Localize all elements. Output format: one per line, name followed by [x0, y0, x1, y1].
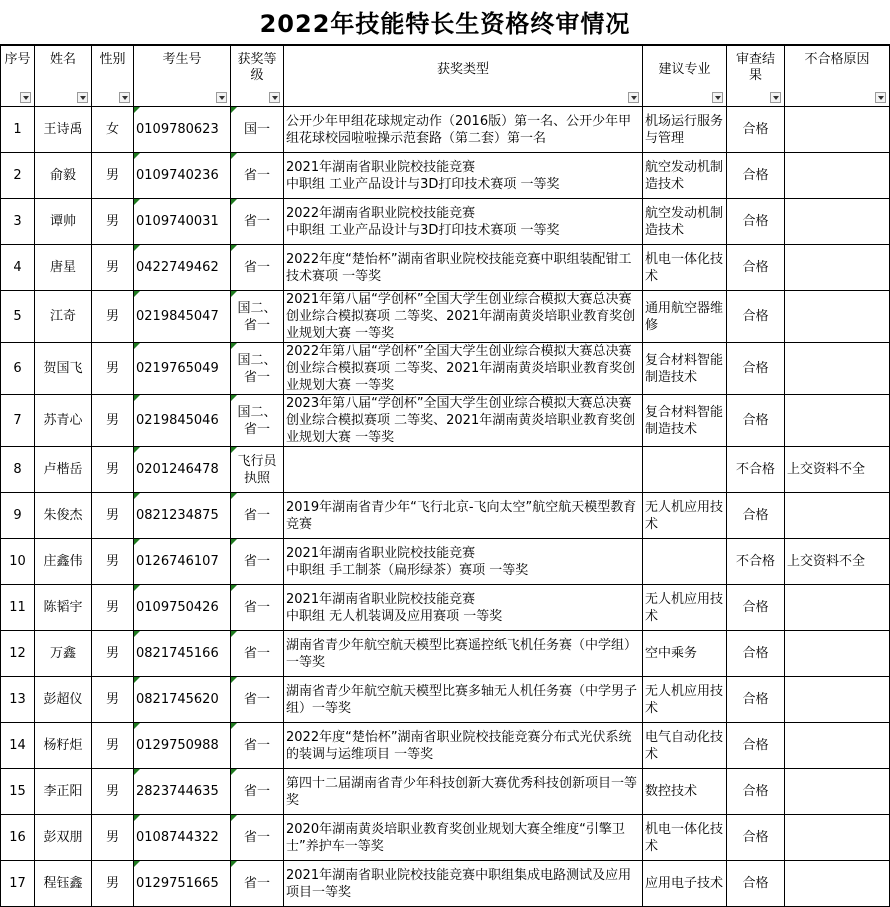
table-row[interactable]	[1, 493, 890, 539]
cell-student-id[interactable]: 0422749462	[134, 245, 231, 291]
cell-award-level[interactable]: 国二、省一	[231, 343, 284, 395]
cell-sex[interactable]: 男	[92, 153, 134, 199]
cell-major[interactable]: 复合材料智能制造技术	[643, 395, 727, 447]
cell-major[interactable]: 无人机应用技术	[643, 677, 727, 723]
cell-award-type[interactable]: 2022年度“楚怡杯”湖南省职业院校技能竞赛分布式光伏系统的装调与运维项目 一等奖	[284, 723, 643, 769]
cell-result[interactable]: 合格	[727, 153, 785, 199]
cell-award-level[interactable]: 省一	[231, 677, 284, 723]
cell-reason[interactable]	[785, 861, 890, 907]
cell-award-level[interactable]: 飞行员执照	[231, 447, 284, 493]
cell-result[interactable]: 合格	[727, 585, 785, 631]
cell-result[interactable]: 合格	[727, 677, 785, 723]
cell-award-type[interactable]: 2022年第八届“学创杯”全国大学生创业综合模拟大赛总决赛创业综合模拟赛项 二等奖、2021年湖南黄炎培职业教育奖创业规划大赛 一等奖	[284, 343, 643, 395]
table-row[interactable]	[1, 769, 890, 815]
cell-reason[interactable]	[785, 631, 890, 677]
cell-student-id[interactable]: 0219765049	[134, 343, 231, 395]
cell-student-id[interactable]: 0109740236	[134, 153, 231, 199]
cell-result[interactable]: 合格	[727, 343, 785, 395]
cell-sex[interactable]: 男	[92, 395, 134, 447]
cell-student-id[interactable]: 0109740031	[134, 199, 231, 245]
cell-name[interactable]: 江奇	[35, 291, 92, 343]
cell-name[interactable]: 陈韬宇	[35, 585, 92, 631]
table-row[interactable]	[1, 107, 890, 153]
cell-result[interactable]: 合格	[727, 107, 785, 153]
cell-award-type[interactable]: 2021年湖南省职业院校技能竞赛 中职组 手工制茶（扁形绿茶）赛项 一等奖	[284, 539, 643, 585]
cell-sex[interactable]: 男	[92, 343, 134, 395]
cell-no[interactable]: 4	[1, 245, 35, 291]
cell-award-type[interactable]: 第四十二届湖南省青少年科技创新大赛优秀科技创新项目一等奖	[284, 769, 643, 815]
cell-major[interactable]: 电气自动化技术	[643, 723, 727, 769]
cell-award-type[interactable]: 2020年湖南黄炎培职业教育奖创业规划大赛全维度“引擎卫士”养护车一等奖	[284, 815, 643, 861]
header-major: 建议专业	[643, 46, 727, 107]
cell-name[interactable]: 万鑫	[35, 631, 92, 677]
cell-reason[interactable]	[785, 677, 890, 723]
filter-dropdown-icon[interactable]	[875, 92, 886, 103]
cell-award-type[interactable]: 2019年湖南省青少年“飞行北京-飞向太空”航空航天模型教育竞赛	[284, 493, 643, 539]
cell-result[interactable]: 不合格	[727, 539, 785, 585]
table-row[interactable]	[1, 199, 890, 245]
cell-award-level[interactable]: 省一	[231, 199, 284, 245]
cell-student-id[interactable]: 0821745620	[134, 677, 231, 723]
cell-award-type[interactable]: 2021年湖南省职业院校技能竞赛中职组集成电路测试及应用项目一等奖	[284, 861, 643, 907]
cell-award-level[interactable]: 省一	[231, 245, 284, 291]
cell-award-level[interactable]: 省一	[231, 861, 284, 907]
cell-no[interactable]: 15	[1, 769, 35, 815]
cell-major[interactable]: 通用航空器维修	[643, 291, 727, 343]
cell-award-level[interactable]: 省一	[231, 631, 284, 677]
cell-major[interactable]: 应用电子技术	[643, 861, 727, 907]
cell-major[interactable]: 无人机应用技术	[643, 585, 727, 631]
table-row[interactable]	[1, 343, 890, 395]
cell-no[interactable]: 5	[1, 291, 35, 343]
cell-major[interactable]	[643, 539, 727, 585]
cell-reason[interactable]	[785, 493, 890, 539]
table-row[interactable]	[1, 631, 890, 677]
cell-student-id[interactable]: 0109780623	[134, 107, 231, 153]
table-row[interactable]	[1, 723, 890, 769]
cell-no[interactable]: 13	[1, 677, 35, 723]
table-row[interactable]	[1, 539, 890, 585]
cell-no[interactable]: 10	[1, 539, 35, 585]
cell-name[interactable]: 彭双朋	[35, 815, 92, 861]
cell-sex[interactable]: 男	[92, 723, 134, 769]
cell-award-level[interactable]: 省一	[231, 493, 284, 539]
cell-reason[interactable]	[785, 769, 890, 815]
cell-student-id[interactable]: 0129751665	[134, 861, 231, 907]
cell-result[interactable]: 合格	[727, 861, 785, 907]
cell-name[interactable]: 程钰鑫	[35, 861, 92, 907]
cell-award-level[interactable]: 省一	[231, 769, 284, 815]
cell-sex[interactable]: 男	[92, 291, 134, 343]
cell-award-type[interactable]: 湖南省青少年航空航天模型比赛遥控纸飞机任务赛（中学组）一等奖	[284, 631, 643, 677]
cell-name[interactable]: 苏青心	[35, 395, 92, 447]
cell-award-level[interactable]: 国二、省一	[231, 395, 284, 447]
cell-no[interactable]: 6	[1, 343, 35, 395]
cell-no[interactable]: 3	[1, 199, 35, 245]
cell-reason[interactable]	[785, 107, 890, 153]
cell-major[interactable]: 机电一体化技术	[643, 245, 727, 291]
cell-result[interactable]: 合格	[727, 245, 785, 291]
cell-award-type[interactable]	[284, 447, 643, 493]
header-sex: 性别	[92, 46, 134, 107]
cell-major[interactable]: 航空发动机制造技术	[643, 153, 727, 199]
table-row[interactable]	[1, 447, 890, 493]
header-row	[1, 46, 890, 107]
table-row[interactable]	[1, 245, 890, 291]
header-id: 考生号	[134, 46, 231, 107]
cell-result[interactable]: 不合格	[727, 447, 785, 493]
cell-no[interactable]: 9	[1, 493, 35, 539]
cell-award-level[interactable]: 国一	[231, 107, 284, 153]
cell-major[interactable]: 机场运行服务与管理	[643, 107, 727, 153]
review-table	[0, 45, 890, 907]
table-row[interactable]	[1, 395, 890, 447]
sheet-title: 2022年技能特长生资格终审情况	[0, 0, 890, 45]
cell-student-id[interactable]: 0109750426	[134, 585, 231, 631]
cell-award-type[interactable]: 湖南省青少年航空航天模型比赛多轴无人机任务赛（中学男子组）一等奖	[284, 677, 643, 723]
cell-award-type[interactable]: 2022年湖南省职业院校技能竞赛 中职组 工业产品设计与3D打印技术赛项 一等奖	[284, 199, 643, 245]
cell-award-level[interactable]: 省一	[231, 153, 284, 199]
filter-dropdown-icon[interactable]	[77, 92, 88, 103]
cell-sex[interactable]: 男	[92, 493, 134, 539]
header-result: 审查结果	[727, 46, 785, 107]
table-row[interactable]	[1, 815, 890, 861]
cell-award-type[interactable]: 2021年湖南省职业院校技能竞赛 中职组 工业产品设计与3D打印技术赛项 一等奖	[284, 153, 643, 199]
filter-dropdown-icon[interactable]	[628, 92, 639, 103]
cell-reason[interactable]	[785, 153, 890, 199]
cell-award-level[interactable]: 省一	[231, 539, 284, 585]
cell-major[interactable]: 数控技术	[643, 769, 727, 815]
cell-sex[interactable]: 男	[92, 245, 134, 291]
cell-student-id[interactable]: 0219845046	[134, 395, 231, 447]
cell-award-type[interactable]: 2021年湖南省职业院校技能竞赛 中职组 无人机装调及应用赛项 一等奖	[284, 585, 643, 631]
cell-name[interactable]: 卢楷岳	[35, 447, 92, 493]
cell-award-type[interactable]: 2021年第八届“学创杯”全国大学生创业综合模拟大赛总决赛创业综合模拟赛项 二等奖、2021年湖南黄炎培职业教育奖创业规划大赛 一等奖	[284, 291, 643, 343]
cell-award-level[interactable]: 省一	[231, 815, 284, 861]
cell-award-level[interactable]: 省一	[231, 585, 284, 631]
cell-no[interactable]: 8	[1, 447, 35, 493]
cell-no[interactable]: 1	[1, 107, 35, 153]
cell-result[interactable]: 合格	[727, 199, 785, 245]
cell-reason[interactable]	[785, 723, 890, 769]
cell-student-id[interactable]: 0219845047	[134, 291, 231, 343]
cell-major[interactable]: 空中乘务	[643, 631, 727, 677]
cell-reason[interactable]: 上交资料不全	[785, 539, 890, 585]
cell-sex[interactable]: 男	[92, 677, 134, 723]
cell-no[interactable]: 14	[1, 723, 35, 769]
cell-result[interactable]: 合格	[727, 493, 785, 539]
table-row[interactable]	[1, 677, 890, 723]
cell-sex[interactable]: 男	[92, 631, 134, 677]
cell-reason[interactable]	[785, 395, 890, 447]
cell-sex[interactable]: 女	[92, 107, 134, 153]
cell-award-type[interactable]: 公开少年甲组花球规定动作（2016版）第一名、公开少年甲组花球校园啦啦操示范套路（第二套）第一名	[284, 107, 643, 153]
cell-major[interactable]: 航空发动机制造技术	[643, 199, 727, 245]
cell-major[interactable]	[643, 447, 727, 493]
cell-result[interactable]: 合格	[727, 291, 785, 343]
cell-reason[interactable]: 上交资料不全	[785, 447, 890, 493]
cell-sex[interactable]: 男	[92, 199, 134, 245]
cell-sex[interactable]: 男	[92, 447, 134, 493]
filter-dropdown-icon[interactable]	[712, 92, 723, 103]
header-name: 姓名	[35, 46, 92, 107]
cell-major[interactable]: 无人机应用技术	[643, 493, 727, 539]
cell-award-level[interactable]: 省一	[231, 723, 284, 769]
cell-reason[interactable]	[785, 245, 890, 291]
cell-name[interactable]: 朱俊杰	[35, 493, 92, 539]
table-row[interactable]	[1, 153, 890, 199]
cell-name[interactable]: 彭超仪	[35, 677, 92, 723]
header-award: 获奖类型	[284, 46, 643, 107]
cell-sex[interactable]: 男	[92, 861, 134, 907]
cell-name[interactable]: 谭帅	[35, 199, 92, 245]
cell-major[interactable]: 机电一体化技术	[643, 815, 727, 861]
cell-sex[interactable]: 男	[92, 585, 134, 631]
cell-no[interactable]: 7	[1, 395, 35, 447]
table-row[interactable]	[1, 291, 890, 343]
cell-student-id[interactable]: 0821745166	[134, 631, 231, 677]
cell-name[interactable]: 庄鑫伟	[35, 539, 92, 585]
cell-name[interactable]: 贺国飞	[35, 343, 92, 395]
cell-student-id[interactable]: 2823744635	[134, 769, 231, 815]
cell-result[interactable]: 合格	[727, 631, 785, 677]
cell-no[interactable]: 11	[1, 585, 35, 631]
cell-sex[interactable]: 男	[92, 539, 134, 585]
cell-no[interactable]: 16	[1, 815, 35, 861]
cell-name[interactable]: 王诗禹	[35, 107, 92, 153]
cell-student-id[interactable]: 0108744322	[134, 815, 231, 861]
cell-award-type[interactable]: 2022年度“楚怡杯”湖南省职业院校技能竞赛中职组装配钳工技术赛项 一等奖	[284, 245, 643, 291]
cell-no[interactable]: 17	[1, 861, 35, 907]
filter-dropdown-icon[interactable]	[216, 92, 227, 103]
cell-award-level[interactable]: 国二、省一	[231, 291, 284, 343]
cell-result[interactable]: 合格	[727, 769, 785, 815]
cell-name[interactable]: 杨籽炬	[35, 723, 92, 769]
cell-major[interactable]: 复合材料智能制造技术	[643, 343, 727, 395]
cell-student-id[interactable]: 0201246478	[134, 447, 231, 493]
cell-name[interactable]: 俞毅	[35, 153, 92, 199]
cell-reason[interactable]	[785, 815, 890, 861]
cell-name[interactable]: 李正阳	[35, 769, 92, 815]
cell-name[interactable]: 唐星	[35, 245, 92, 291]
cell-no[interactable]: 12	[1, 631, 35, 677]
header-level: 获奖等级	[231, 46, 284, 107]
filter-dropdown-icon[interactable]	[770, 92, 781, 103]
cell-sex[interactable]: 男	[92, 769, 134, 815]
cell-reason[interactable]	[785, 343, 890, 395]
cell-result[interactable]: 合格	[727, 395, 785, 447]
cell-result[interactable]: 合格	[727, 723, 785, 769]
table-row[interactable]	[1, 861, 890, 907]
cell-result[interactable]: 合格	[727, 815, 785, 861]
cell-student-id[interactable]: 0821234875	[134, 493, 231, 539]
header-no: 序号	[1, 46, 35, 107]
filter-dropdown-icon[interactable]	[119, 92, 130, 103]
cell-reason[interactable]	[785, 291, 890, 343]
filter-dropdown-icon[interactable]	[20, 92, 31, 103]
cell-student-id[interactable]: 0129750988	[134, 723, 231, 769]
cell-award-type[interactable]: 2023年第八届“学创杯”全国大学生创业综合模拟大赛总决赛创业综合模拟赛项 二等奖、2021年湖南黄炎培职业教育奖创业规划大赛 一等奖	[284, 395, 643, 447]
filter-dropdown-icon[interactable]	[269, 92, 280, 103]
table-row[interactable]	[1, 585, 890, 631]
cell-student-id[interactable]: 0126746107	[134, 539, 231, 585]
cell-no[interactable]: 2	[1, 153, 35, 199]
cell-sex[interactable]: 男	[92, 815, 134, 861]
cell-reason[interactable]	[785, 585, 890, 631]
header-reason: 不合格原因	[785, 46, 890, 107]
cell-reason[interactable]	[785, 199, 890, 245]
